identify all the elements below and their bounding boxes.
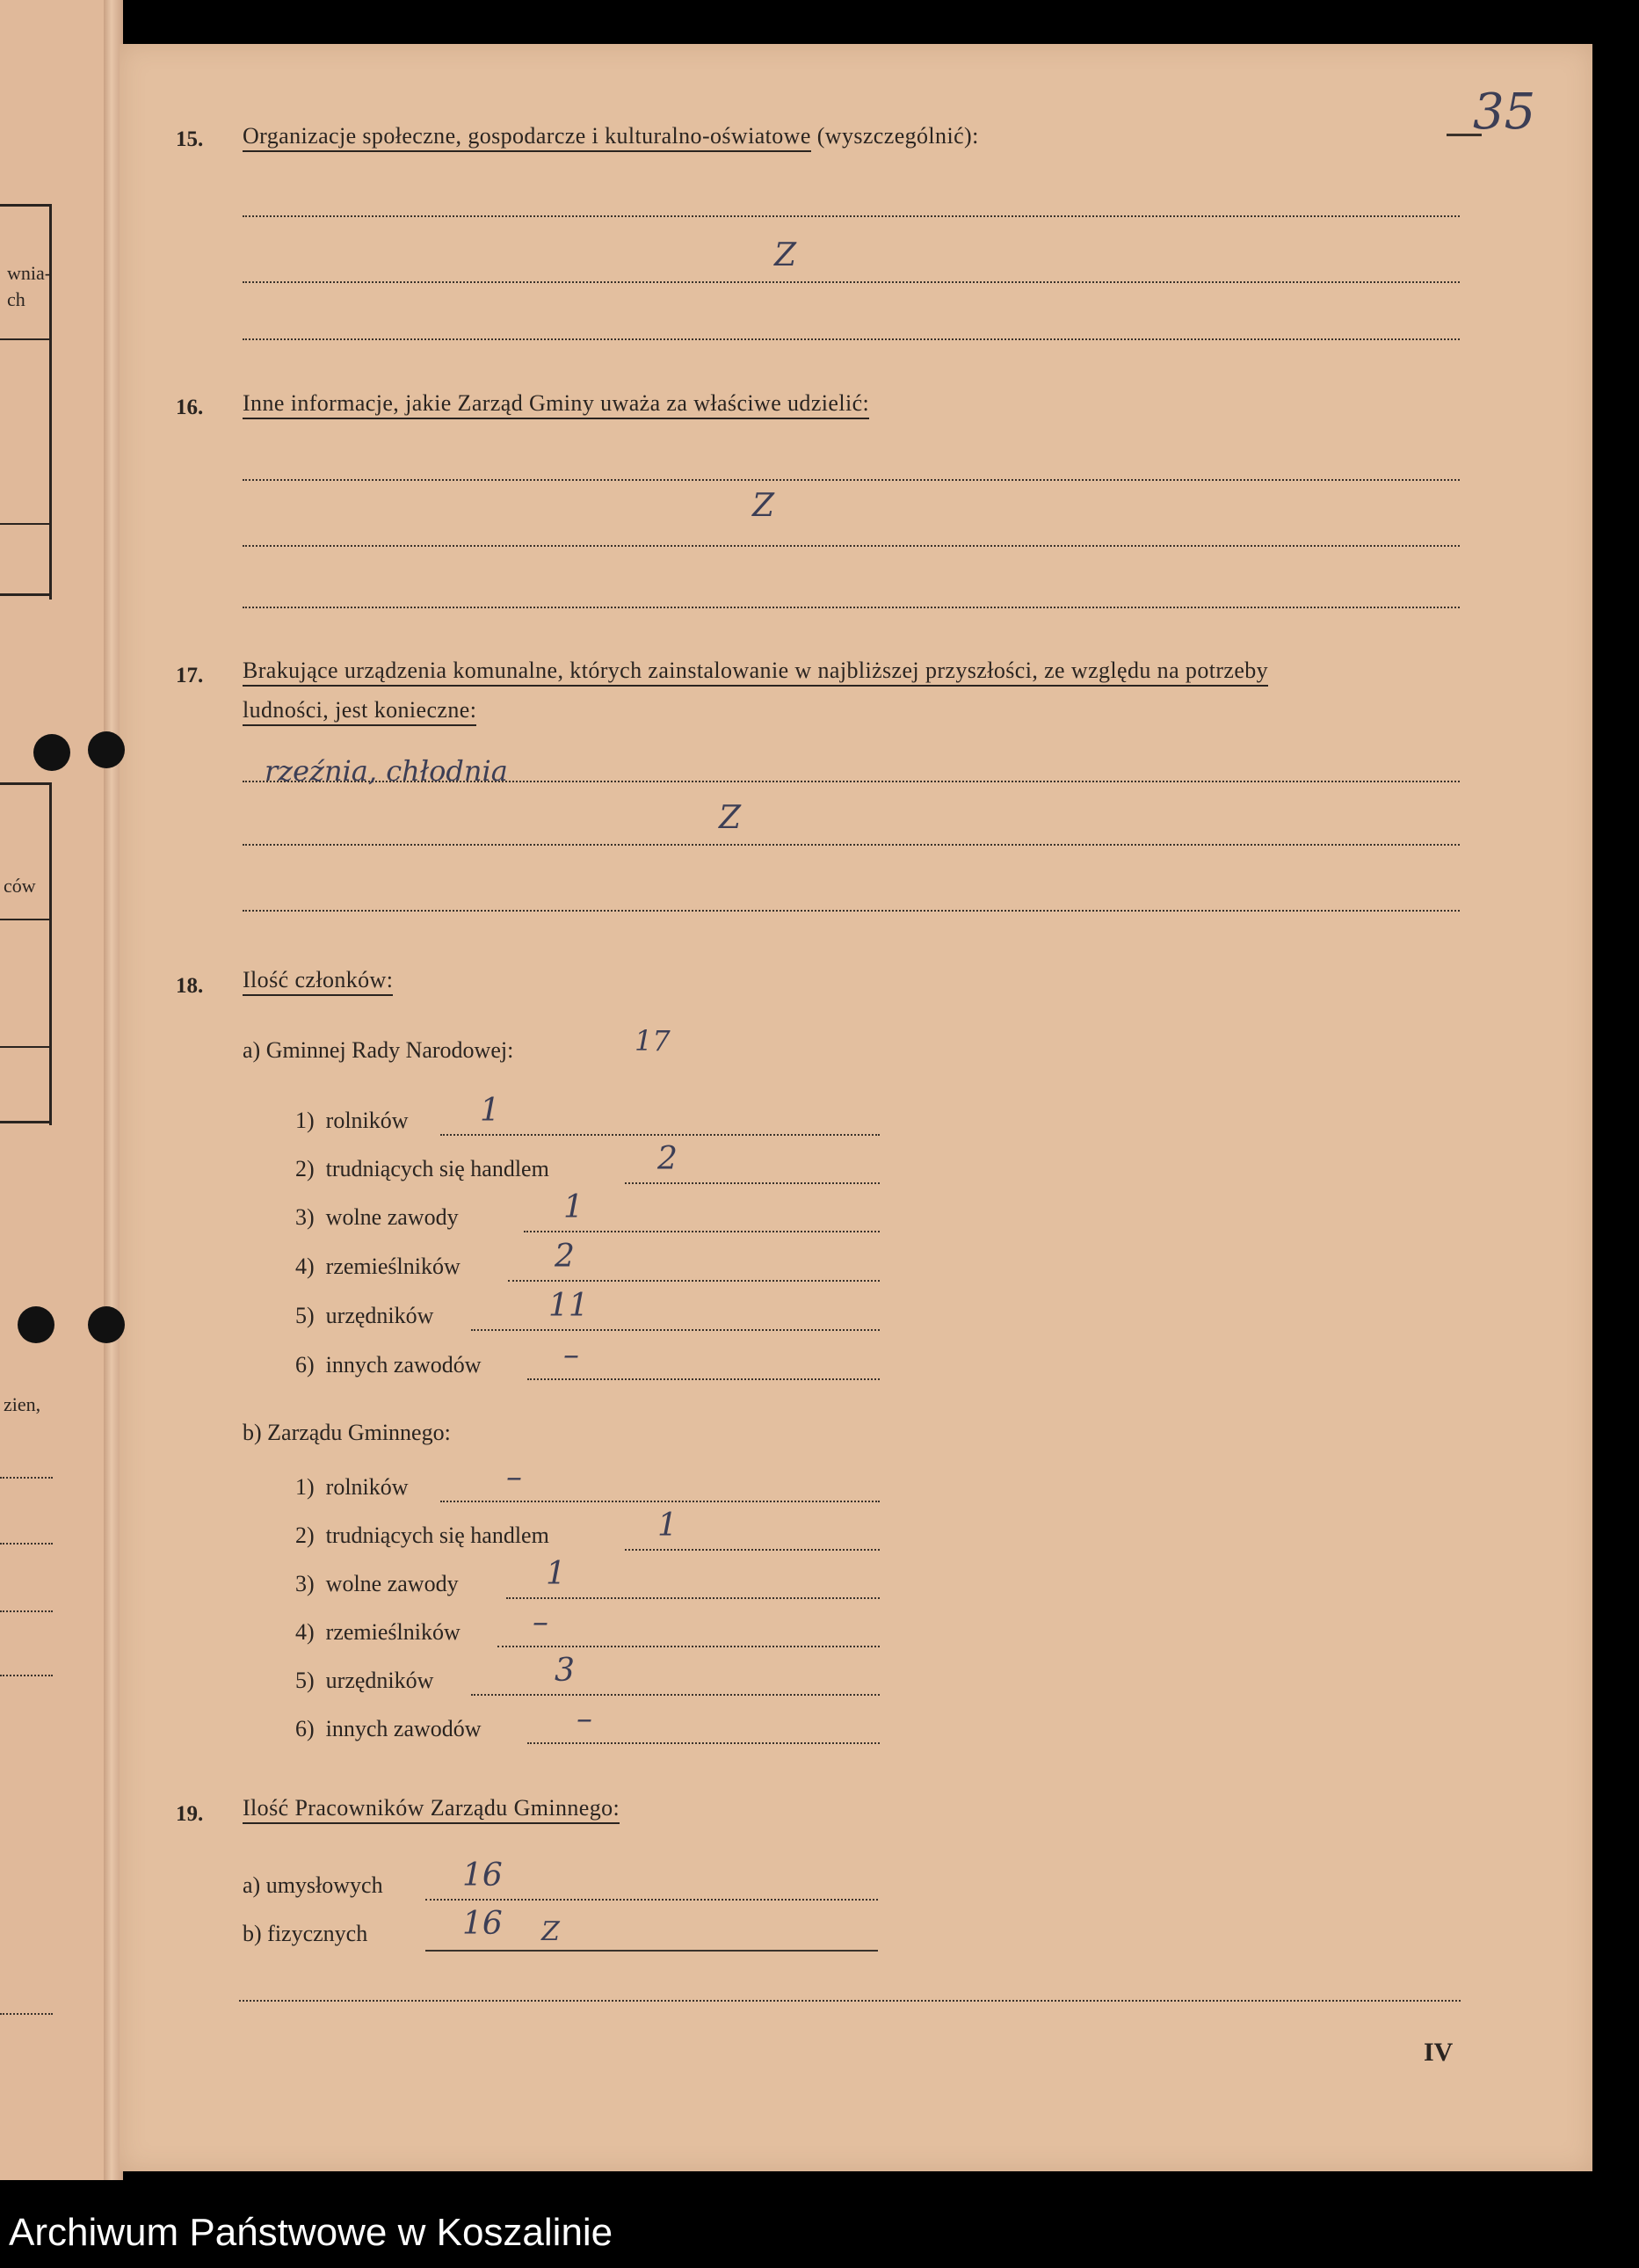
q18b-row-4: 4) rzemieślników: [295, 1619, 461, 1645]
q18a-total: 17: [635, 1024, 671, 1058]
q15-number: 15.: [176, 127, 204, 151]
q18b-row-6: 6) innych zawodów: [295, 1716, 482, 1741]
punch-hole: [88, 731, 125, 768]
q18b-value-2: 1: [657, 1508, 678, 1544]
left-fragment-2: ch: [7, 288, 25, 310]
q15-suffix: (wyszczególnić):: [816, 123, 979, 149]
q18b-value-1: –: [506, 1459, 522, 1495]
page-number: IV: [1424, 2038, 1454, 2067]
q18a-value-3: 1: [563, 1189, 584, 1225]
q15-title: Organizacje społeczne, gospodarcze i kulturalno-oświatowe: [243, 123, 811, 152]
left-fragment-3: ców: [4, 875, 36, 897]
q18a-value-6: –: [563, 1337, 579, 1373]
q16-handwritten-mark: Z: [752, 488, 775, 524]
q16-number: 16.: [176, 396, 204, 419]
q18a-row-3: 3) wolne zawody: [295, 1204, 459, 1230]
q18b-value-6: –: [577, 1701, 592, 1737]
q18-title: Ilość członków:: [243, 967, 393, 996]
q19-row-b: b) fizycznych: [243, 1921, 368, 1946]
q18a-value-4: 2: [555, 1239, 575, 1275]
corner-number: 35: [1473, 84, 1536, 141]
q19-title: Ilość Pracowników Zarządu Gminnego:: [243, 1795, 620, 1824]
left-page-sliver: [0, 0, 110, 2180]
q18b-row-3: 3) wolne zawody: [295, 1571, 459, 1596]
q18b-value-3: 1: [546, 1556, 566, 1592]
q18-number: 18.: [176, 974, 204, 998]
punch-hole: [33, 734, 70, 771]
q18b-value-5: 3: [555, 1653, 575, 1689]
q17-title-line2: ludności, jest konieczne:: [243, 697, 476, 726]
q18b-row-2: 2) trudniących się handlem: [295, 1523, 549, 1548]
q18a-value-5: 11: [548, 1288, 589, 1324]
q18a-row-4: 4) rzemieślników: [295, 1254, 461, 1279]
q18a-row-2: 2) trudniących się handlem: [295, 1156, 549, 1181]
q18a-label: a) Gminnej Rady Narodowej:: [243, 1037, 514, 1063]
left-fragment-1: wnia-: [7, 262, 52, 284]
punch-hole: [88, 1306, 125, 1343]
q17-answer: rzeźnia, chłodnia: [265, 754, 508, 788]
q18b-label: b) Zarządu Gminnego:: [243, 1420, 451, 1445]
q18b-value-4: –: [533, 1604, 548, 1640]
q18a-value-2: 2: [657, 1141, 678, 1177]
q17-title-line1: Brakujące urządzenia komunalne, których zainstalowanie w najbliższej przyszłości, ze względu na potrzeby: [243, 658, 1268, 687]
punch-hole: [18, 1306, 54, 1343]
left-fragment-4: zien,: [4, 1393, 41, 1415]
q16-title: Inne informacje, jakie Zarząd Gminy uważa za właściwe udzielić:: [243, 390, 869, 419]
q19-row-a: a) umysłowych: [243, 1872, 383, 1898]
q17-handwritten-mark: Z: [719, 800, 742, 836]
q18a-row-1: 1) rolników: [295, 1108, 409, 1133]
q18b-row-5: 5) urzędników: [295, 1668, 434, 1693]
form-page: [120, 44, 1592, 2171]
q19-handwritten-mark: Z: [541, 1916, 560, 1947]
q18b-row-1: 1) rolników: [295, 1474, 409, 1500]
q15-handwritten-mark: Z: [774, 237, 797, 273]
q18a-row-6: 6) innych zawodów: [295, 1352, 482, 1378]
archive-footer: Archiwum Państwowe w Koszalinie: [0, 2198, 1639, 2268]
q18a-row-5: 5) urzędników: [295, 1303, 434, 1328]
q19-value-b: 16: [462, 1906, 503, 1942]
q19-number: 19.: [176, 1802, 204, 1826]
q18a-value-1: 1: [480, 1093, 500, 1129]
q19-value-a: 16: [462, 1857, 503, 1894]
q17-number: 17.: [176, 664, 204, 687]
